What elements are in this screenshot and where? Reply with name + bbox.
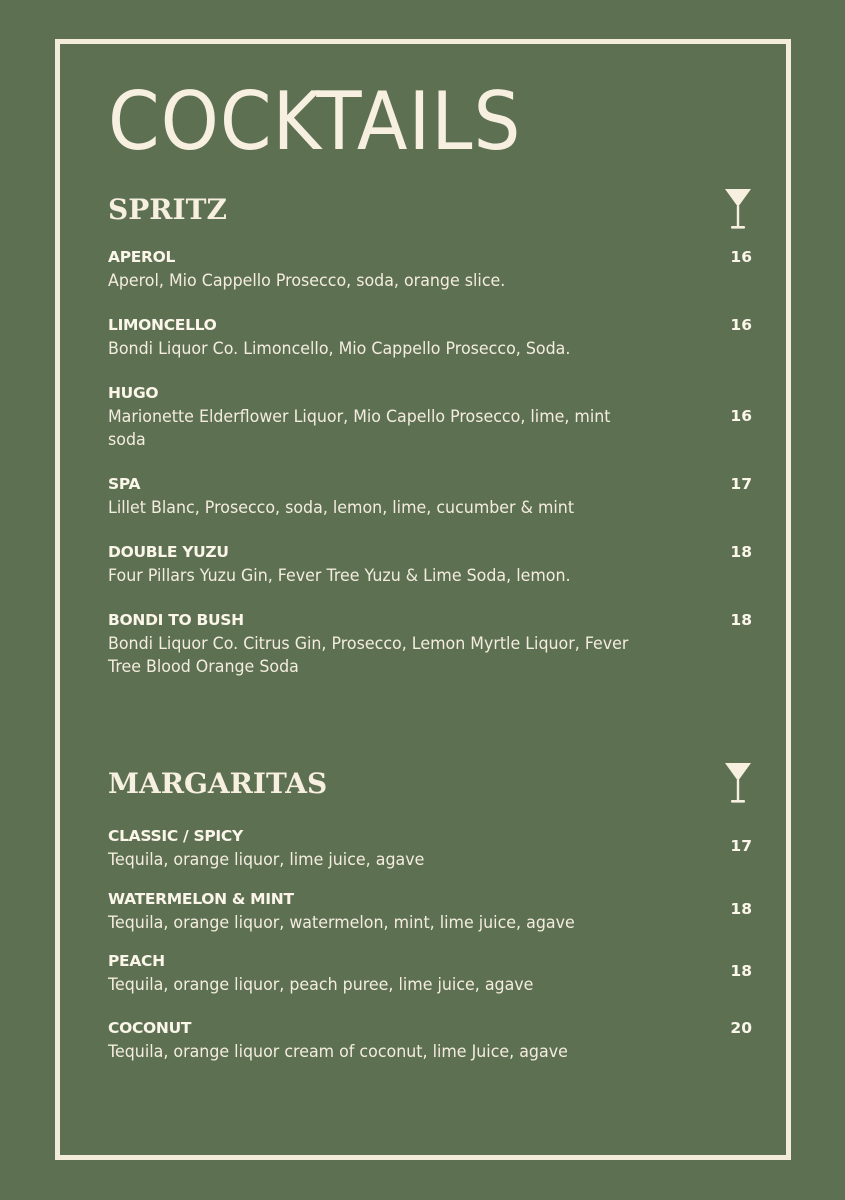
item-name: WATERMELON & MINT — [108, 890, 294, 908]
item-price: 18 — [730, 900, 752, 918]
item-description: Tequila, orange liquor, watermelon, mint, lime juice, agave — [108, 913, 575, 932]
section-heading-spritz: SPRITZ — [108, 193, 227, 226]
menu-item — [108, 246, 752, 292]
item-description: Four Pillars Yuzu Gin, Fever Tree Yuzu & Lime Soda, lemon. — [108, 566, 571, 585]
item-price: 18 — [730, 962, 752, 980]
item-price: 18 — [730, 611, 752, 629]
item-price: 16 — [730, 248, 752, 266]
menu-item — [108, 314, 752, 360]
item-description: Aperol, Mio Cappello Prosecco, soda, orange slice. — [108, 271, 506, 290]
item-price: 18 — [730, 543, 752, 561]
item-price: 16 — [730, 407, 752, 425]
menu-title: COCKTAILS — [108, 75, 522, 169]
section-heading-margaritas: MARGARITAS — [108, 767, 328, 800]
menu-item — [108, 950, 752, 996]
menu-item — [108, 888, 752, 934]
item-description: Tequila, orange liquor cream of coconut, lime Juice, agave — [108, 1042, 568, 1061]
menu-item — [108, 825, 752, 871]
item-description: Lillet Blanc, Prosecco, soda, lemon, lime, cucumber & mint — [108, 498, 575, 517]
item-description: Tequila, orange liquor, peach puree, lime juice, agave — [108, 975, 534, 994]
menu-item — [108, 1017, 752, 1063]
item-name: LIMONCELLO — [108, 316, 217, 334]
item-description: Tequila, orange liquor, lime juice, agave — [108, 850, 425, 869]
item-price: 17 — [730, 837, 752, 855]
item-name: APEROL — [108, 248, 176, 266]
item-name: DOUBLE YUZU — [108, 543, 229, 561]
martini-glass-icon — [724, 188, 752, 230]
menu-item — [108, 541, 752, 587]
item-name: HUGO — [108, 384, 159, 402]
menu-item — [108, 473, 752, 519]
item-price: 17 — [730, 475, 752, 493]
martini-glass-icon — [724, 762, 752, 804]
item-name: CLASSIC / SPICY — [108, 827, 243, 845]
item-price: 20 — [730, 1019, 752, 1037]
item-name: BONDI TO BUSH — [108, 611, 244, 629]
item-description: Bondi Liquor Co. Citrus Gin, Prosecco, Lemon Myrtle Liquor, Fever Tree Blood Orange Soda — [108, 634, 629, 676]
item-price: 16 — [730, 316, 752, 334]
item-description: Marionette Elderflower Liquor, Mio Capello Prosecco, lime, mint soda — [108, 407, 611, 449]
item-name: PEACH — [108, 952, 165, 970]
menu-item — [108, 382, 752, 451]
menu-item — [108, 609, 752, 678]
item-description: Bondi Liquor Co. Limoncello, Mio Cappello Prosecco, Soda. — [108, 339, 571, 358]
item-name: SPA — [108, 475, 141, 493]
item-name: COCONUT — [108, 1019, 192, 1037]
